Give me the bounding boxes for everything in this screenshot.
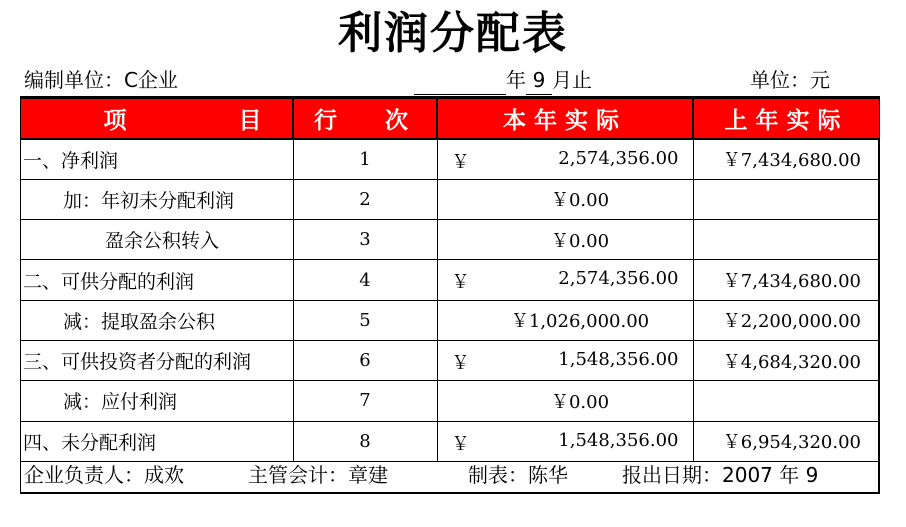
row-previous-year: ￥4,684,320.00	[693, 340, 879, 380]
row-previous-year: ￥7,434,680.00	[693, 260, 879, 300]
row-current-year	[437, 300, 693, 340]
table-row	[21, 179, 879, 219]
current-value: ￥0.00	[550, 190, 610, 212]
header-line-char2: 次	[385, 108, 416, 134]
profit-distribution-table	[20, 96, 880, 494]
row-label: 四、未分配利润	[21, 421, 293, 461]
year-suffix: 年	[506, 68, 526, 92]
currency-unit: 单位：元	[750, 68, 830, 92]
year-blank	[414, 73, 506, 95]
row-line-number: 8	[293, 421, 437, 461]
header-line-no	[293, 99, 437, 139]
report-period	[414, 66, 592, 94]
footer-report-date: 报出日期：2007 年 9	[622, 463, 819, 487]
row-label: 二、可供分配的利润	[21, 260, 293, 300]
row-line-number: 6	[293, 340, 437, 380]
row-label: 减：应付利润	[21, 381, 293, 421]
report-title: 利润分配表	[338, 8, 568, 59]
row-line-number: 1	[293, 139, 437, 179]
header-item	[21, 99, 293, 139]
row-previous-year: ￥6,954,320.00	[693, 421, 879, 461]
header-current-year: 本年实际	[437, 99, 693, 139]
currency-symbol: ￥	[451, 152, 470, 173]
footer-manager: 企业负责人：成欢	[24, 463, 184, 487]
current-value: 1,548,356.00	[558, 348, 679, 370]
header-item-char1: 项	[103, 108, 127, 134]
current-value: ￥0.00	[550, 391, 610, 413]
row-line-number: 7	[293, 381, 437, 421]
row-label: 减：提取盈余公积	[21, 300, 293, 340]
row-current-year	[437, 340, 693, 380]
row-label: 一、净利润	[21, 139, 293, 179]
row-label: 三、可供投资者分配的利润	[21, 340, 293, 380]
row-line-number: 2	[293, 179, 437, 219]
header-row	[21, 99, 879, 139]
row-line-number: 5	[293, 300, 437, 340]
current-value: 2,574,356.00	[558, 268, 679, 290]
header-previous-year: 上年实际	[693, 99, 879, 139]
table-row	[21, 220, 879, 260]
row-current-year	[437, 139, 693, 179]
row-current-year	[437, 260, 693, 300]
row-current-year	[437, 179, 693, 219]
header-line-char1: 行	[314, 108, 345, 134]
header-item-char2: 目	[238, 108, 262, 134]
month-suffix: 月止	[552, 68, 592, 92]
month-value: 9	[526, 66, 552, 95]
current-value: 2,574,356.00	[558, 148, 679, 169]
row-current-year	[437, 220, 693, 260]
footer-preparer: 制表：陈华	[468, 463, 568, 487]
preparing-unit: 编制单位：C企业	[24, 68, 178, 92]
current-value: 1,548,356.00	[558, 429, 679, 451]
table-row	[21, 421, 879, 461]
signature-footer	[22, 458, 878, 492]
currency-symbol: ￥	[451, 433, 470, 455]
row-label: 盈余公积转入	[21, 220, 293, 260]
currency-symbol: ￥	[451, 272, 470, 294]
table-row	[21, 300, 879, 340]
row-current-year	[437, 381, 693, 421]
table-row	[21, 381, 879, 421]
currency-symbol: ￥	[451, 352, 470, 374]
row-line-number: 4	[293, 260, 437, 300]
table-row	[21, 139, 879, 179]
table-row	[21, 260, 879, 300]
current-value: ￥1,026,000.00	[510, 311, 650, 333]
row-line-number: 3	[293, 220, 437, 260]
row-current-year	[437, 421, 693, 461]
row-previous-year	[693, 220, 879, 260]
row-previous-year: ￥7,434,680.00	[693, 139, 879, 179]
row-previous-year: ￥2,200,000.00	[693, 300, 879, 340]
row-previous-year	[693, 179, 879, 219]
current-value: ￥0.00	[550, 230, 610, 252]
row-previous-year	[693, 381, 879, 421]
row-label: 加：年初未分配利润	[21, 179, 293, 219]
table-row	[21, 340, 879, 380]
footer-accountant: 主管会计：章建	[248, 463, 388, 487]
